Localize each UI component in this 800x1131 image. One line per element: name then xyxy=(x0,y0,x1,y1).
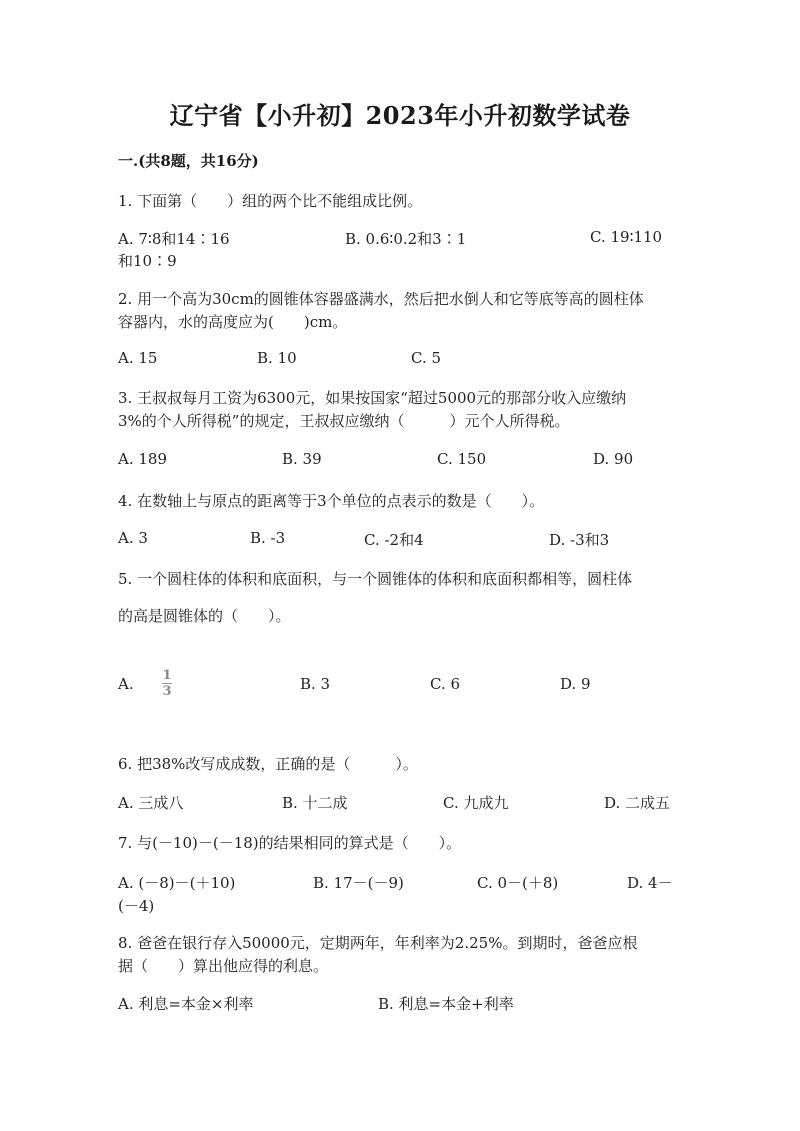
fraction-numerator: 1 xyxy=(162,668,172,683)
question-4-option-c: C. -2和4 xyxy=(364,531,424,549)
question-1-stem: 1. 下面第（ ）组的两个比不能组成比例。 xyxy=(118,192,423,210)
question-3-option-c: C. 150 xyxy=(437,450,487,468)
question-2-option-c: C. 5 xyxy=(411,349,442,367)
question-7-option-a: A. (－8)－(＋10) xyxy=(118,874,236,892)
question-7-option-d: D. 4－ xyxy=(627,874,673,892)
question-1-option-c: C. 19∶110 xyxy=(590,228,663,246)
question-5-option-d: D. 9 xyxy=(560,675,591,693)
question-6-option-a: A. 三成八 xyxy=(118,794,184,812)
question-3-stem-line1: 3. 王叔叔每月工资为6300元，如果按国家“超过5000元的那部分收入应缴纳 xyxy=(118,389,627,407)
question-8-option-b: B. 利息=本金+利率 xyxy=(378,995,514,1013)
question-6-option-b: B. 十二成 xyxy=(282,794,348,812)
question-7-option-b: B. 17－(－9) xyxy=(313,874,404,892)
fraction-one-third xyxy=(162,669,172,698)
question-3-option-a: A. 189 xyxy=(118,450,167,468)
question-7-option-c: C. 0－(＋8) xyxy=(477,874,559,892)
question-4-option-d: D. -3和3 xyxy=(549,531,610,549)
question-5-stem-line2: 的高是圆锥体的（ ）。 xyxy=(118,607,291,625)
question-8-option-a: A. 利息=本金×利率 xyxy=(118,995,254,1013)
question-5-option-c: C. 6 xyxy=(430,675,461,693)
question-6-option-d: D. 二成五 xyxy=(604,794,671,812)
question-4-option-b: B. -3 xyxy=(250,529,286,547)
question-5-stem-line1: 5. 一个圆柱体的体积和底面积，与一个圆锥体的体积和底面积都相等，圆柱体 xyxy=(118,570,633,588)
question-2-option-b: B. 10 xyxy=(257,349,297,367)
question-3-option-d: D. 90 xyxy=(593,450,634,468)
section-heading: 一.(共8题，共16分) xyxy=(118,152,259,170)
question-2-stem-line2: 容器内，水的高度应为( )cm。 xyxy=(118,313,348,331)
fraction-denominator: 3 xyxy=(162,684,172,699)
question-2-stem-line1: 2. 用一个高为30cm的圆锥体容器盛满水，然后把水倒人和它等底等高的圆柱体 xyxy=(118,290,644,308)
question-8-stem-line2: 据（ ）算出他应得的利息。 xyxy=(118,957,329,975)
question-3-option-b: B. 39 xyxy=(282,450,322,468)
question-8-stem-line1: 8. 爸爸在银行存入50000元，定期两年，年利率为2.25%。到期时，爸爸应根 xyxy=(118,934,638,952)
question-5-option-a: A. xyxy=(118,675,134,693)
question-6-stem: 6. 把38%改写成成数，正确的是（ ）。 xyxy=(118,755,418,773)
question-7-option-d-continued: (－4) xyxy=(118,897,155,915)
question-3-stem-line2: 3%的个人所得税”的规定，王叔叔应缴纳（ ）元个人所得税。 xyxy=(118,412,570,430)
exam-title: 辽宁省【小升初】2023年小升初数学试卷 xyxy=(169,101,631,130)
question-2-option-a: A. 15 xyxy=(118,349,158,367)
question-6-option-c: C. 九成九 xyxy=(443,794,509,812)
question-7-stem: 7. 与(－10)－(－18)的结果相同的算式是（ ）。 xyxy=(118,834,462,852)
question-5-option-b: B. 3 xyxy=(300,675,331,693)
question-1-option-a: A. 7∶8和14∶16 xyxy=(118,230,230,248)
question-4-option-a: A. 3 xyxy=(118,529,148,547)
question-1-option-c-continued: 和10∶9 xyxy=(118,252,177,270)
question-4-stem: 4. 在数轴上与原点的距离等于3个单位的点表示的数是（ ）。 xyxy=(118,492,545,510)
question-1-option-b: B. 0.6∶0.2和3∶1 xyxy=(345,230,467,248)
